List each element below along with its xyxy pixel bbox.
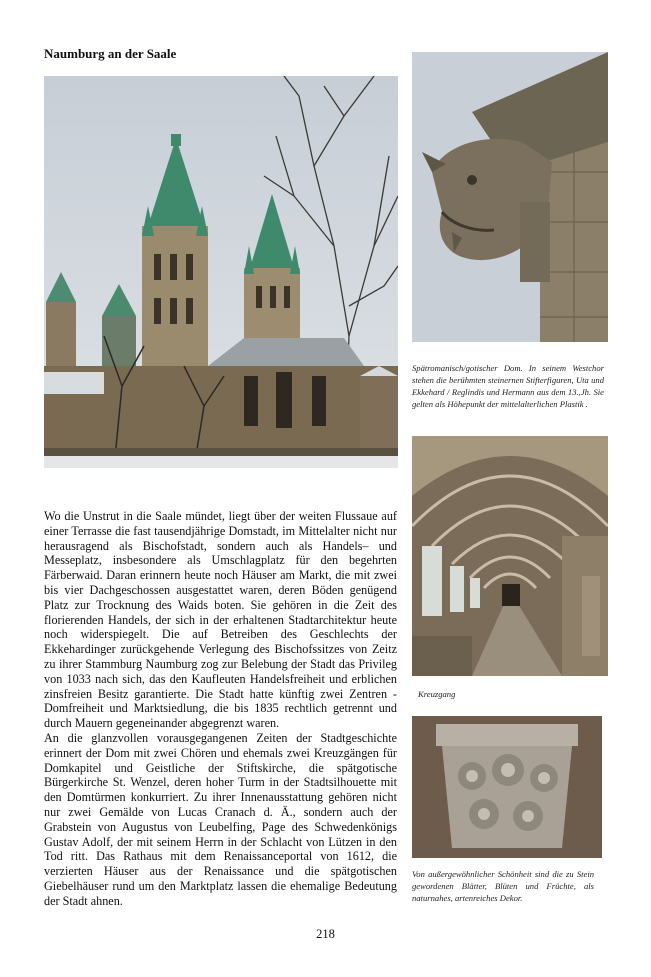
body-paragraph-2: An die glanzvollen vorausgegangenen Zeiten der Stadtgeschichte erinnert der Dom mit zwei Chören und ehemals zwei Kreuzgängen für Domkapitel und Geistliche der Stiftskirche, die spätgotische Bürgerkirche St. Wenzel, deren hoher Turm in der Stadtsilhouette mit den Domtürmen konkurriert. Zu ihrer Innenausstattung gehören nicht nur zwei Gemälde von Lucas Cranach d. Ä., sondern auch der Grabstein von Augustus von Leubelfing, Page des Schwedenkönigs Gustav Adolf, der mit seinem Herrn in der Schlacht von Lützen in den Tod ritt. Das Rathaus mit dem Renaissanceportal von 1612, die verzierten Häuser aus der Renaissance und die spätgotischen Giebelhäuser rund um den Marktplatz lassen die ehemalige Bedeutung der Stadt ahnen. <box>44 730 397 908</box>
caption-dom: Spätromanisch/gotischer Dom. In seinem Westchor stehen die berühmten steinernen Stifterfiguren, Uta und Ekkehard / Reglindis und Hermann aus dem 13.,Jh. Sie gelten als Höhepunkt der mittelalterlichen Plastik . <box>412 363 604 409</box>
page-number: 218 <box>316 927 335 941</box>
page-title: Naumburg an der Saale <box>44 46 177 61</box>
cathedral-photo <box>44 76 398 468</box>
gargoyle-photo <box>412 52 608 342</box>
caption-dekor: Von außergewöhnlicher Schönheit sind die zu Stein gewordenen Blätter, Blüten und Früchte, als naturnahes, artenreiches Dekor. <box>412 869 594 903</box>
caption-kreuzgang: Kreuzgang <box>418 689 456 699</box>
body-paragraph-1: Wo die Unstrut in die Saale mündet, liegt über der weiten Flussaue auf einer Terrasse die fast tausendjährige Domstadt, im Mittelalter nicht nur herausragend als Bischofstadt, sondern auch als Handels– und Messeplatz, insbesondere als Umschlagplatz für den begehrten Färberwaid. Daran erinnern heute noch Häuser am Markt, die mit zwei bis vier Dachgeschossen ausgestattet waren, deren Böden genügend Platz zur Trocknung des Waids boten. Sie gehören in die Zeit des florierenden Handels, der sich in der erhaltenen Stadtarchitektur heute noch widerspiegelt. Die auf Betreiben des Geschlechts der Ekkehardinger zurückgehende Verlegung des Bischofssitzes von Zeitz zu ihrer Stammburg Naumburg zog zur Belebung der Stadt das Privileg von 1033 nach sich, das den Kaufleuten Handelsfreiheit und erblichen zinsfreien Besitz garantierte. Die Stadt hatte künftig zwei Zentren - Domfreiheit und Marktsiedlung, die bis 1835 rechtlich getrennt und durch Mauern gegeneinander abgegrenzt waren. <box>44 509 397 731</box>
capital-photo <box>412 716 602 858</box>
cloister-photo <box>412 436 608 676</box>
body-text <box>44 509 397 909</box>
